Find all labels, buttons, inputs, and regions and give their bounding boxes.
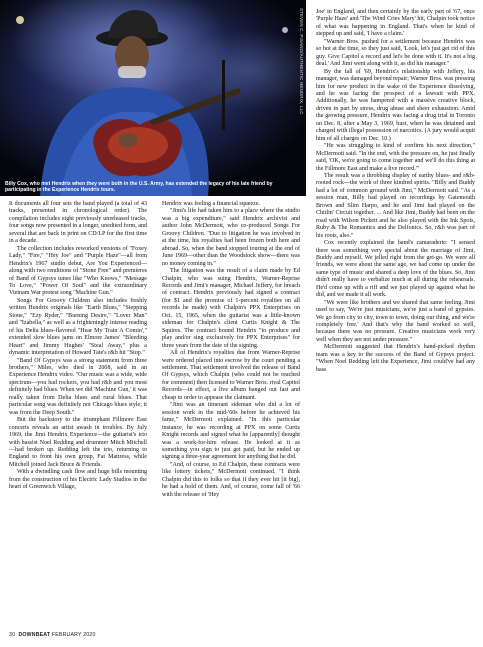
- issue-date: FEBRUARY 2020: [51, 632, 96, 638]
- paragraph: By the fall of '69, Hendrix's relationship with Jeffery, his manager, was damaged beyond repair; Warner Bros. was pressing him for new product in the wake of the Experience dissolving, and he was facing the prospect of a lawsuit with PPX. Additionally, he was hampered with a massive creative block, driven in part by stress, drug abuse and sheer exhaustion. Amid the growing pressure, Hendrix was facing a drug trial in Toronto on Dec. 8, after a May 3, 1969, bust, when he was detained and charged with illegal possession of narcotics. (A jury would acquit him of all charges on Dec. 10.): [316, 68, 476, 142]
- photo-caption: Billy Cox, who met Hendrix when they were both in the U.S. Army, has extended the legacy of his late friend by participating in the Experience Hendrix tours.: [5, 181, 273, 193]
- paragraph: The result was a throbbing display of earthy blues- and r&b-rooted rock—the work of three kindred spirits. "Billy and Buddy had a lot of common ground with Jimi," McDermott said. "As a session man, Billy had played on recordings by Gatemouth Brown and Slim Harpo, and he and Jimi had played on the Chitlin' Circuit together. ... And like Jimi, Buddy had been on the road with Wilson Pickett and he also played with the Ink Spots, Ruby & The Romantics and the Delfonics. So, r&b was part of his roots, also.": [316, 172, 475, 239]
- article-column-3: [316, 9, 475, 374]
- paragraph: "Jimi was an itinerant sideman who did a lot of session work in the mid-'60s before he achieved his fame," McDermott explained. "In this particular instance, he was recording at PPX on some Curtis Knight records and signed what he [apparently] thought was a work-for-hire release. He looked at it as something you sign to just get paid, but he ended up signing a three-year agreement for anything that he did.: [162, 402, 300, 461]
- paragraph: But the backstory to the triumphant Fillmore East concerts reveals an artist awash in troubles. By July 1969, the Jimi Hendrix Experience—the guitarist's trio with bassist Noel Redding and drummer Mitch Mitchell—had broken up. Redding left the trio, returning to England to front his own group, Fat Mattress, while Mitchell joined Jack Bruce & Friends.: [9, 417, 147, 468]
- paragraph: "And, of course, to Ed Chalpin, these contracts were like lottery tickets," McDermott continued. "I think Chalpin did this to folks so that if they ever hit [it big], he had a hold of them. And, of course, come fall of '66 with the release of 'Hey: [162, 461, 300, 498]
- paragraph: Hendrix was feeling a financial squeeze.: [162, 201, 261, 207]
- article-column-2: [162, 201, 300, 499]
- paragraph: All of Hendrix's royalties due from Warner-Reprise were ordered placed into escrow by the court pending a settlement. That settlement involved the release of Band Of Gypsys, which Chalpin (who could not be reached for comment) then licensed to Warner Bros. rival Capitol Records—in effect, a live album banged out fast and cheap in order to appease the claimant.: [162, 350, 300, 401]
- paragraph: The litigation was the result of a claim made by Ed Chalpin, who was suing Hendrix, Warner-Reprise Records and Jimi's manager, Michael Jeffery, for breach of contract. Hendrix previously had signed a contract (for $1 and the promise of 1-percent royalties on all records he made) with Chalpin's PPX Enterprises on Oct. 15, 1965, when the guitarist was a little-known sideman for Chalpin's client Curtis Knight & The Squires. The contract bound Hendrix "to produce and play and/or sing exclusively for PPX Enterprises" for three years from the date of the signing.: [162, 268, 300, 349]
- paragraph: It documents all four sets the band played (a total of 43 tracks, presented in chronological order). The compilation includes eight previously unreleased tracks, four songs now presented in a longer, unedited form, and several that are back in print on CD/LP for the first time in a decade.: [9, 201, 147, 245]
- paragraph: "He was struggling to kind of confirm his next direction," McDermott said. "In the end, with the pressure on, he just finally said, 'OK, we're going to come together and we'll do this thing at the Fillmore East and make a live record.'": [316, 143, 475, 172]
- page-footer: [9, 632, 96, 638]
- photo-illustration: [0, 0, 306, 196]
- paragraph: Cox recently explained the band's camaraderie: "I sensed there was something very special about the marriage of Jimi, Buddy and myself. We jelled right from the get-go. We were all friends, we were about the same age, we had come up under the same type of music and shared a deep love of the blues. So, Jimi didn't really have to verbalize much at all during the rehearsals. He'd come up with a riff and we just played up against what he did, and we made it all work.: [316, 240, 475, 299]
- paragraph: The collection includes reworked versions of "Foxey Lady," "Fire," "Hey Joe" and "Purple Haze"—all from Hendrix's 1967 studio debut, Are You Experienced—along with two renditions of "Stone Free" and premieres of Band of Gypsys tunes like "Who Knows," "Message To Love," "Power Of Soul" and the extraordinary Vietnam War protest song "Machine Gun.": [9, 245, 147, 297]
- page-number: 30: [9, 632, 16, 638]
- paragraph: Songs For Groovy Children also includes freshly written Hendrix originals like "Earth Blues," "Stepping Stone," "Ezy Ryder," "Burning Desire," "Lover Man" and "Izabella," as well as a frighteningly intense reading of his Delta blues-flavored "Hear My Train A Comin'," extended slow blues jams on Elmore James' "Bleeding Heart" and Jimmy Hughes' "Steal Away," plus a dynamic interpretation of Howard Tate's r&b hit "Stop.": [9, 297, 147, 357]
- paragraph: McDermott suggested that Hendrix's hand-picked rhythm team was a key to the success of the Band of Gypsys project. "When Noel Redding left the Experience, Jimi could've had any bass: [316, 344, 475, 373]
- photo-credit: STEVEN C. PISANO/AUTHENTIC HENDRIX, LLC: [299, 8, 304, 115]
- paragraph: Joe' in England, and then certainly by the early part of '67, once 'Purple Haze' and 'The Wind Cries Mary' hit, Chalpin took notice of what was happening in England. That's when he kind of stepped up and said, 'I have a claim.': [316, 9, 475, 38]
- paragraph: With a dwindling cash flow and huge bills mounting from the construction of his Electric Lady Studios in the heart of Greenwich Village,: [9, 469, 147, 491]
- article-column-1: [9, 201, 147, 492]
- paragraph: "Jimi's life had taken him to a place where the studio was a big expenditure," said Hendrix archivist and author John McDermott, who co-produced Songs For Groovy Children. "Due to litigation he was involved in at the time, his royalties had been frozen both here and abroad. So, when the band stopped touring at the end of June 1969—other than the Woodstock show—there was no money coming in.": [162, 208, 300, 267]
- magazine-name: DOWNBEAT: [18, 632, 51, 638]
- paragraph: "Warner Bros. pushed for a settlement because Hendrix was so hot at the time, so they just said, 'Look, let's just get rid of this guy. Give Capitol a record and let's be done with it. It's not a big deal.' And Jimi went along with it, as did his manager.": [316, 38, 475, 68]
- paragraph: "We were like brothers and we shared that same feeling. Jimi used to say, 'We're just musicians, we're just a band of gypsies. We go from city to city, town to town, doing our thing, and we're completely free.' And that's why the band worked so well, because there was no pressure. Creative musicians work very well when they are not under pressure.": [316, 299, 475, 343]
- feature-photo: [0, 0, 306, 196]
- paragraph: "Band Of Gypsys was a strong statement from three brothers," Miles, who died in 2008, said in an Experience Hendrix video. "Our music was a wide, wide spectrum—you had rockers, you had r&b and you most definitely had blues. When we did 'Machine Gun,' it was really taken from Delta blues and rural blues. That particular song was definitely not Chicago blues style; it was from the Deep South.": [9, 357, 147, 416]
